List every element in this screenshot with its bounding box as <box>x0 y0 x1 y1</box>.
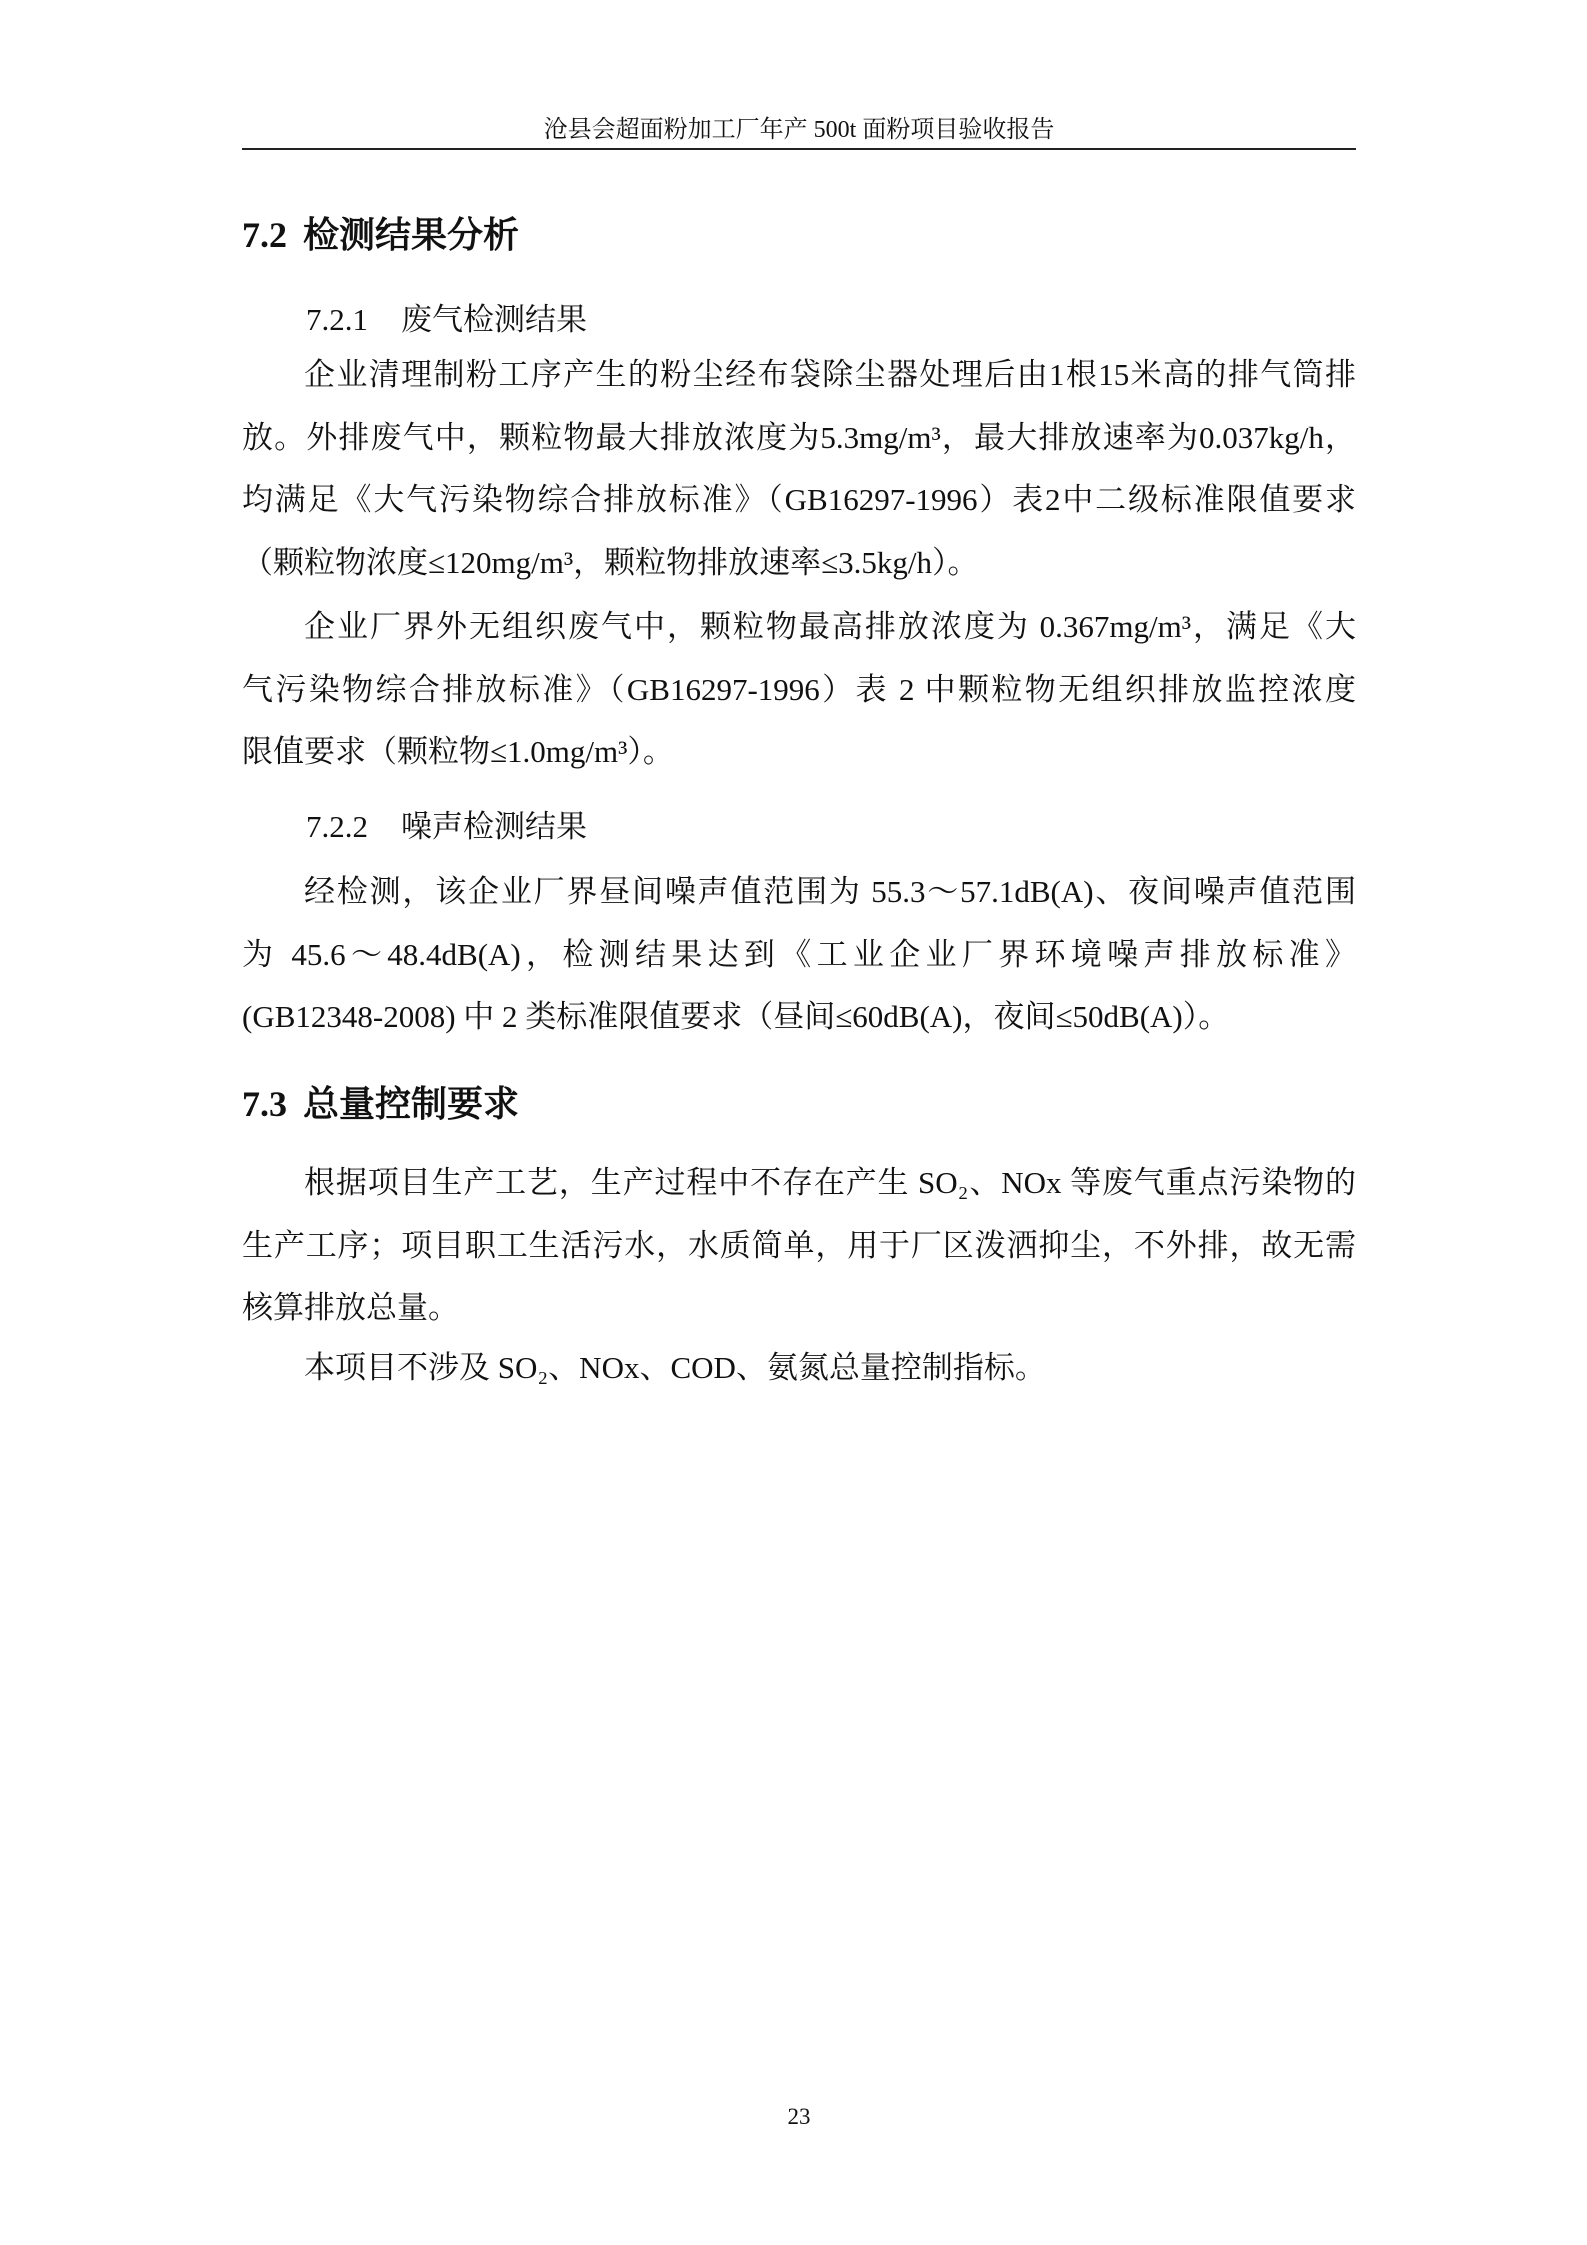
paragraph-line: 本项目不涉及 SO₂、NOx、COD、氨氮总量控制指标。 <box>304 1350 1046 1385</box>
section-title: 总量控制要求 <box>303 1084 520 1125</box>
paragraph <box>242 861 1356 1049</box>
paragraph-line: 根据项目生产工艺，生产过程中不存在产生 SO₂、NOx 等废气重点污染物的 <box>304 1165 1356 1200</box>
paragraph-line: 企业清理制粉工序产生的粉尘经布袋除尘器处理后由1根15米高的排气筒排 <box>304 357 1356 392</box>
subsection-heading <box>306 289 587 352</box>
running-header: 沧县会超面粉加工厂年产 500t 面粉项目验收报告 <box>543 117 1055 143</box>
paragraph-line: 经检测，该企业厂界昼间噪声值范围为 55.3～57.1dB(A)、夜间噪声值范围 <box>304 874 1356 909</box>
section-title: 检测结果分析 <box>303 215 520 256</box>
subsection-number: 7.2.1 <box>306 302 368 337</box>
page-number: 23 <box>787 2104 811 2129</box>
paragraph-line: 企业厂界外无组织废气中，颗粒物最高排放浓度为 0.367mg/m³，满足《大 <box>304 609 1356 644</box>
paragraph-line: 生产工序；项目职工生活污水，水质简单，用于厂区泼洒抑尘，不外排，故无需 <box>242 1227 1356 1263</box>
paragraph-line: （颗粒物浓度≤120mg/m³，颗粒物排放速率≤3.5kg/h）。 <box>242 544 979 580</box>
paragraph <box>242 344 1356 594</box>
section-number: 7.2 <box>242 215 287 255</box>
paragraph-line: 限值要求（颗粒物≤1.0mg/m³）。 <box>242 734 674 769</box>
section-heading <box>242 210 519 260</box>
paragraph <box>242 1152 1356 1340</box>
section-number: 7.3 <box>242 1084 287 1124</box>
subsection-number: 7.2.2 <box>306 809 368 844</box>
paragraph-line: 为 45.6～48.4dB(A)，检测结果达到《工业企业厂界环境噪声排放标准》 <box>242 936 1356 972</box>
paragraph-line: (GB12348-2008) 中 2 类标准限值要求（昼间≤60dB(A)，夜间≤50dB(A)）。 <box>242 999 1230 1034</box>
header-rule <box>242 148 1356 150</box>
paragraph-line: 均满足《大气污染物综合排放标准》（GB16297-1996）表2中二级标准限值要求 <box>242 482 1356 517</box>
paragraph-line: 气污染物综合排放标准》（GB16297-1996）表 2 中颗粒物无组织排放监控浓度 <box>242 671 1356 707</box>
subsection-title: 噪声检测结果 <box>401 809 587 844</box>
paragraph <box>242 1337 1356 1400</box>
paragraph-line: 核算排放总量。 <box>242 1290 459 1325</box>
paragraph-line: 放。外排废气中，颗粒物最大排放浓度为5.3mg/m³，最大排放速率为0.037kg/h， <box>242 419 1356 455</box>
section-heading <box>242 1079 519 1129</box>
paragraph <box>242 596 1356 784</box>
subsection-heading <box>306 796 587 859</box>
subsection-title: 废气检测结果 <box>401 302 587 337</box>
